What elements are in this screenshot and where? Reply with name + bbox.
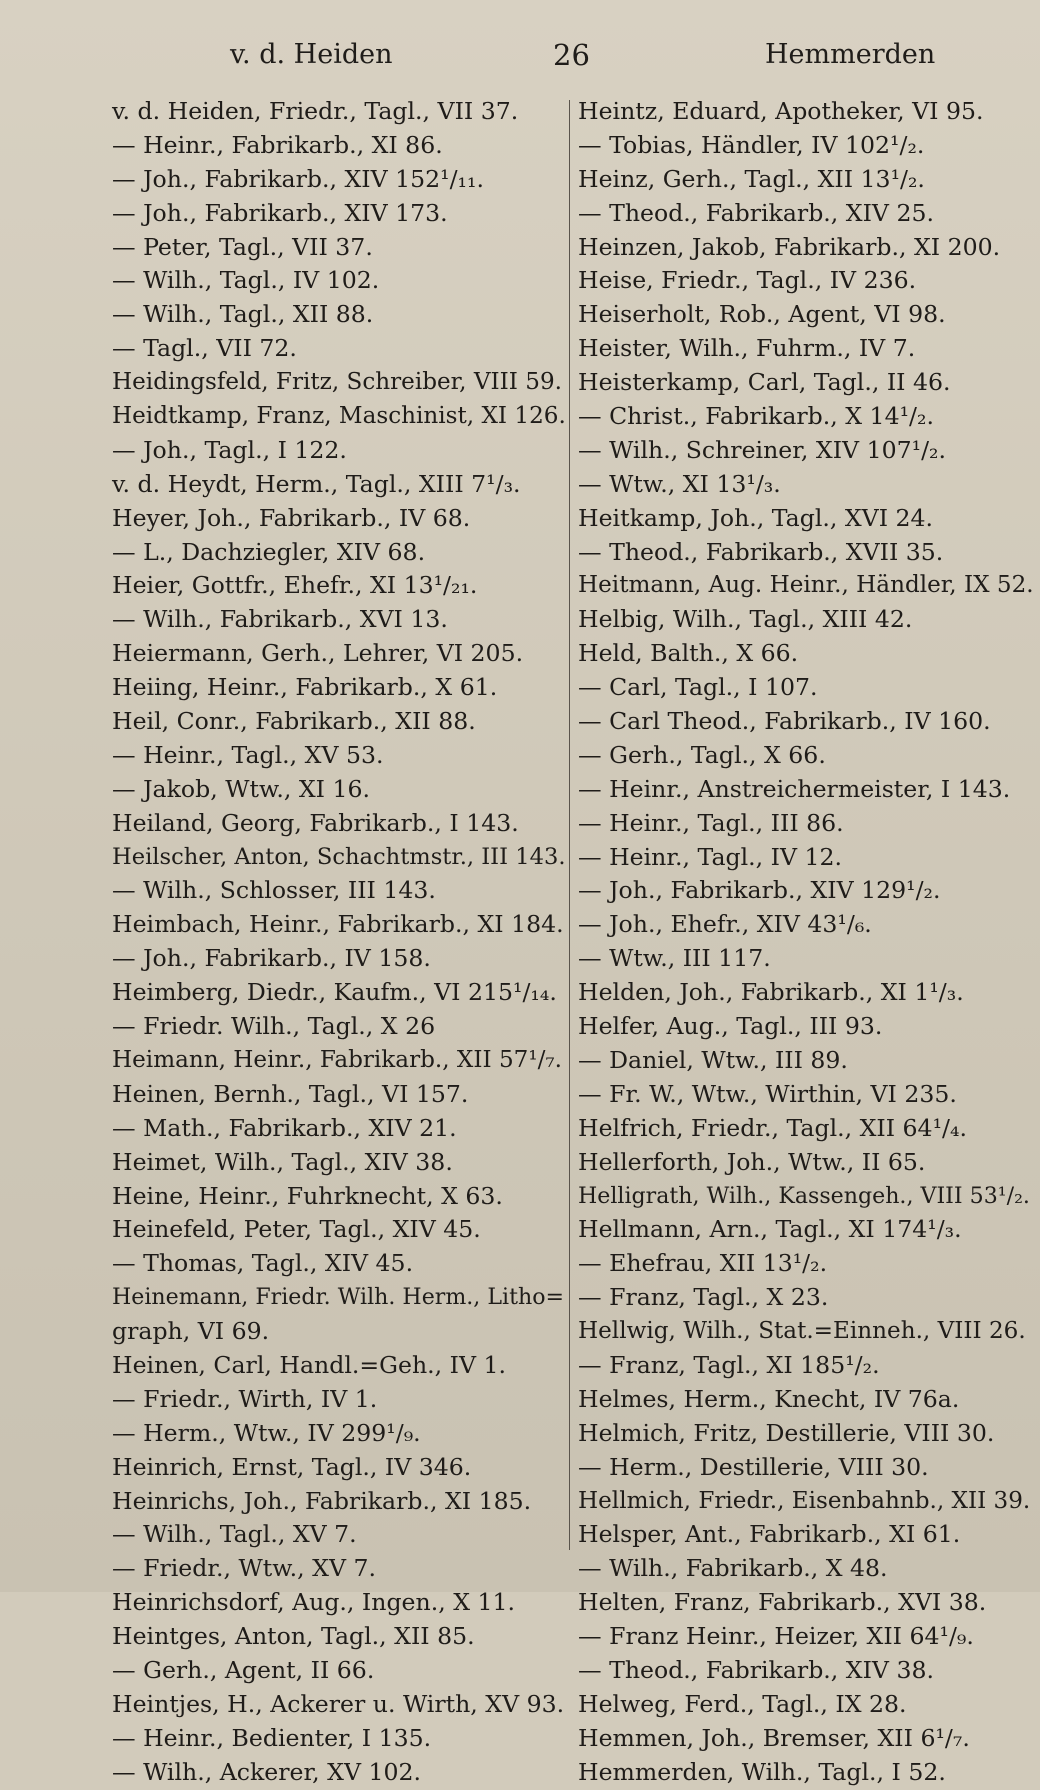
directory-entry: Helden, Joh., Fabrikarb., XI 1¹/₃. xyxy=(578,978,964,1007)
directory-entry: Heitkamp, Joh., Tagl., XVI 24. xyxy=(578,503,934,532)
directory-entry: Heidtkamp, Franz, Maschinist, XI 126. xyxy=(112,403,566,430)
directory-entry: — Wtw., XI 13¹/₃. xyxy=(578,469,781,498)
directory-entry: — Joh., Ehefr., XIV 43¹/₆. xyxy=(578,910,872,939)
directory-entry: Heinrichsdorf, Aug., Ingen., X 11. xyxy=(112,1588,516,1617)
directory-entry: — Ehefrau, XII 13¹/₂. xyxy=(578,1249,828,1278)
directory-entry: — Jakob, Wtw., XI 16. xyxy=(112,774,370,803)
directory-entry: Helmich, Fritz, Destillerie, VIII 30. xyxy=(578,1418,995,1447)
directory-entry: — Tobias, Händler, IV 102¹/₂. xyxy=(578,130,925,159)
directory-entry: — Theod., Fabrikarb., XIV 38. xyxy=(578,1655,934,1684)
left-column xyxy=(112,95,568,1790)
directory-entry: Hemmen, Joh., Bremser, XII 6¹/₇. xyxy=(578,1723,970,1752)
header-left-catchword: v. d. Heiden xyxy=(230,39,393,70)
directory-entry: — Fr. W., Wtw., Wirthin, VI 235. xyxy=(578,1079,957,1108)
directory-entry: — Gerh., Tagl., X 66. xyxy=(578,740,826,769)
directory-entry: Heiermann, Gerh., Lehrer, VI 205. xyxy=(112,639,524,668)
directory-entry: Hellwig, Wilh., Stat.=Einneh., VIII 26. xyxy=(578,1318,1026,1345)
directory-entry: — Joh., Fabrikarb., IV 158. xyxy=(112,944,431,973)
directory-entry: graph, VI 69. xyxy=(112,1317,270,1346)
directory-entry: Heintjes, H., Ackerer u. Wirth, XV 93. xyxy=(112,1689,565,1718)
directory-entry: — Friedr., Wirth, IV 1. xyxy=(112,1384,378,1413)
directory-entry: — Wilh., Tagl., XII 88. xyxy=(112,300,374,329)
directory-entry: Helten, Franz, Fabrikarb., XVI 38. xyxy=(578,1588,987,1617)
directory-entry: Heisterkamp, Carl, Tagl., II 46. xyxy=(578,368,951,397)
directory-entry: Heine, Heinr., Fuhrknecht, X 63. xyxy=(112,1181,503,1210)
header-right-catchword: Hemmerden xyxy=(765,39,936,70)
directory-entry: — Joh., Fabrikarb., XIV 152¹/₁₁. xyxy=(112,164,484,193)
directory-entry: — Daniel, Wtw., III 89. xyxy=(578,1045,848,1074)
directory-entry: — Math., Fabrikarb., XIV 21. xyxy=(112,1113,457,1142)
directory-entry: — Wilh., Schlosser, III 143. xyxy=(112,876,436,905)
directory-entry: Helfer, Aug., Tagl., III 93. xyxy=(578,1012,883,1041)
directory-entry: Helfrich, Friedr., Tagl., XII 64¹/₄. xyxy=(578,1113,967,1142)
directory-entry: Held, Balth., X 66. xyxy=(578,639,799,668)
directory-entry: — Theod., Fabrikarb., XVII 35. xyxy=(578,537,944,566)
directory-entry: Heinz, Gerh., Tagl., XII 13¹/₂. xyxy=(578,164,925,193)
directory-entry: Heintges, Anton, Tagl., XII 85. xyxy=(112,1622,475,1651)
directory-entry: Helsper, Ant., Fabrikarb., XI 61. xyxy=(578,1520,961,1549)
directory-entry: — Joh., Fabrikarb., XIV 129¹/₂. xyxy=(578,876,941,905)
directory-entry: Heinemann, Friedr. Wilh. Herm., Litho= xyxy=(112,1284,565,1311)
directory-entry: Heinen, Carl, Handl.=Geh., IV 1. xyxy=(112,1350,507,1379)
directory-entry: Helmes, Herm., Knecht, IV 76a. xyxy=(578,1384,960,1413)
directory-entry: Hellerforth, Joh., Wtw., II 65. xyxy=(578,1147,926,1176)
directory-entry: — Joh., Fabrikarb., XIV 173. xyxy=(112,198,448,227)
directory-entry: — Herm., Wtw., IV 299¹/₉. xyxy=(112,1418,421,1447)
page-header xyxy=(0,30,1040,80)
directory-entry: — Tagl., VII 72. xyxy=(112,334,297,363)
directory-entry: — Joh., Tagl., I 122. xyxy=(112,435,347,464)
directory-entry: Heier, Gottfr., Ehefr., XI 13¹/₂₁. xyxy=(112,571,478,600)
directory-entry: Hemmerden, Wilh., Tagl., I 52. xyxy=(578,1757,946,1786)
directory-entry: Helbig, Wilh., Tagl., XIII 42. xyxy=(578,605,913,634)
directory-entry: — Wilh., Ackerer, XV 102. xyxy=(112,1757,422,1786)
directory-entry: Heinzen, Jakob, Fabrikarb., XI 200. xyxy=(578,232,1001,261)
directory-entry: v. d. Heiden, Friedr., Tagl., VII 37. xyxy=(112,97,519,125)
directory-entry: — Franz, Tagl., XI 185¹/₂. xyxy=(578,1350,880,1379)
directory-entry: — Wtw., III 117. xyxy=(578,944,771,973)
directory-entry: — Herm., Destillerie, VIII 30. xyxy=(578,1452,929,1481)
directory-entry: Heimbach, Heinr., Fabrikarb., XI 184. xyxy=(112,910,564,939)
directory-entry: Heiing, Heinr., Fabrikarb., X 61. xyxy=(112,673,498,702)
directory-entry: Heinen, Bernh., Tagl., VI 157. xyxy=(112,1079,469,1108)
directory-entry: — Theod., Fabrikarb., XIV 25. xyxy=(578,198,934,227)
directory-entry: Heyer, Joh., Fabrikarb., IV 68. xyxy=(112,503,471,532)
directory-entry: — Franz Heinr., Heizer, XII 64¹/₉. xyxy=(578,1622,974,1651)
directory-entry: Heiland, Georg, Fabrikarb., I 143. xyxy=(112,808,519,837)
directory-entry: Heiserholt, Rob., Agent, VI 98. xyxy=(578,300,946,329)
directory-entry: — Wilh., Tagl., IV 102. xyxy=(112,266,380,295)
directory-entry: Heimet, Wilh., Tagl., XIV 38. xyxy=(112,1147,453,1176)
directory-entry: Hellmann, Arn., Tagl., XI 174¹/₃. xyxy=(578,1215,962,1244)
directory-entry: v. d. Heydt, Herm., Tagl., XIII 7¹/₃. xyxy=(112,469,521,498)
directory-entry: — Carl, Tagl., I 107. xyxy=(578,673,818,702)
directory-entry: — Heinr., Anstreichermeister, I 143. xyxy=(578,774,1011,803)
directory-entry: — Friedr., Wtw., XV 7. xyxy=(112,1554,377,1583)
directory-entry: — Friedr. Wilh., Tagl., X 26 xyxy=(112,1012,436,1041)
directory-entry: — Peter, Tagl., VII 37. xyxy=(112,232,373,261)
directory-entry: — L., Dachziegler, XIV 68. xyxy=(112,537,426,566)
directory-entry: — Wilh., Fabrikarb., X 48. xyxy=(578,1554,888,1583)
directory-entry: Heinrich, Ernst, Tagl., IV 346. xyxy=(112,1452,472,1481)
directory-entry: — Franz, Tagl., X 23. xyxy=(578,1283,829,1312)
directory-entry: — Thomas, Tagl., XIV 45. xyxy=(112,1249,414,1278)
page-number: 26 xyxy=(553,38,590,72)
directory-entry: Heinrichs, Joh., Fabrikarb., XI 185. xyxy=(112,1486,532,1515)
directory-entry: — Heinr., Bedienter, I 135. xyxy=(112,1723,432,1752)
column-divider xyxy=(569,100,570,1550)
directory-entry: Heinefeld, Peter, Tagl., XIV 45. xyxy=(112,1215,481,1244)
directory-entry: Heimberg, Diedr., Kaufm., VI 215¹/₁₄. xyxy=(112,978,557,1007)
right-column xyxy=(578,95,1034,1790)
directory-entry: — Heinr., Tagl., XV 53. xyxy=(112,740,384,769)
directory-entry: Heise, Friedr., Tagl., IV 236. xyxy=(578,266,917,295)
directory-entry: Heil, Conr., Fabrikarb., XII 88. xyxy=(112,707,476,736)
directory-entry: — Heinr., Fabrikarb., XI 86. xyxy=(112,130,443,159)
directory-entry: — Heinr., Tagl., III 86. xyxy=(578,808,844,837)
directory-entry: Heister, Wilh., Fuhrm., IV 7. xyxy=(578,334,916,363)
directory-entry: — Christ., Fabrikarb., X 14¹/₂. xyxy=(578,402,934,431)
directory-entry: Heimann, Heinr., Fabrikarb., XII 57¹/₇. xyxy=(112,1046,562,1073)
directory-entry: — Wilh., Tagl., XV 7. xyxy=(112,1520,357,1549)
directory-entry: — Heinr., Tagl., IV 12. xyxy=(578,842,843,871)
directory-entry: — Gerh., Agent, II 66. xyxy=(112,1655,375,1684)
directory-entry: Heitmann, Aug. Heinr., Händler, IX 52. xyxy=(578,572,1034,599)
directory-entry: Hellmich, Friedr., Eisenbahnb., XII 39. xyxy=(578,1487,1031,1514)
directory-entry: Helweg, Ferd., Tagl., IX 28. xyxy=(578,1689,907,1718)
directory-entry: Heidingsfeld, Fritz, Schreiber, VIII 59. xyxy=(112,369,562,396)
directory-entry: — Carl Theod., Fabrikarb., IV 160. xyxy=(578,707,991,736)
directory-entry: — Wilh., Fabrikarb., XVI 13. xyxy=(112,605,448,634)
directory-entry: — Wilh., Schreiner, XIV 107¹/₂. xyxy=(578,435,946,464)
directory-entry: Heintz, Eduard, Apotheker, VI 95. xyxy=(578,97,984,125)
directory-entry: Heilscher, Anton, Schachtmstr., III 143. xyxy=(112,843,566,870)
directory-entry: Helligrath, Wilh., Kassengeh., VIII 53¹/₂. xyxy=(578,1182,1030,1209)
